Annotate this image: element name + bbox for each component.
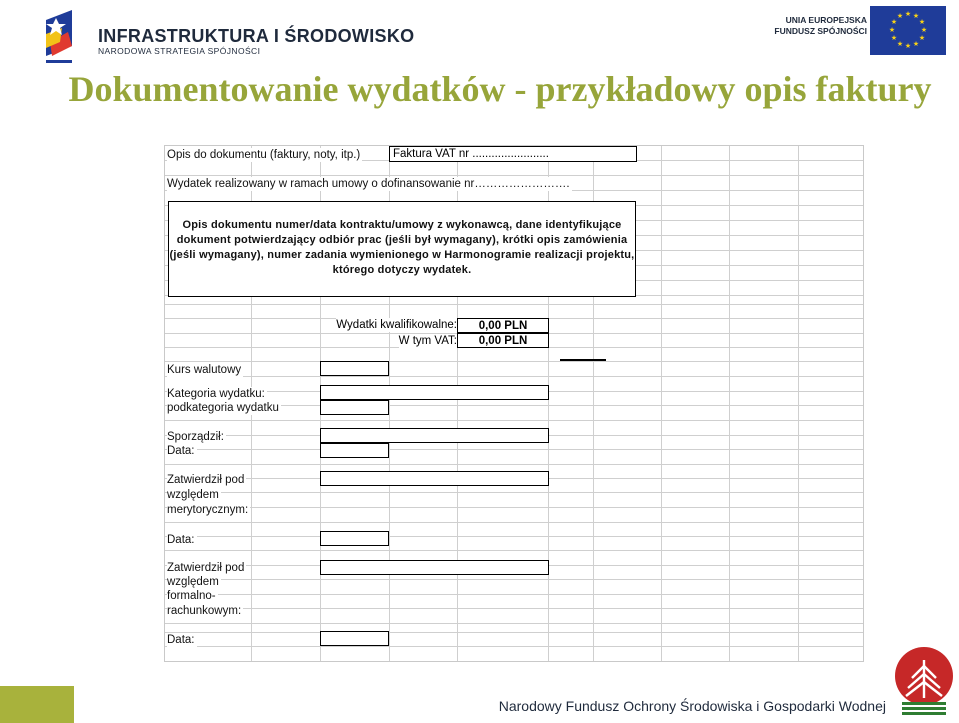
grid-line — [165, 579, 863, 580]
footer-fund-name: Narodowy Fundusz Ochrony Środowiska i Gospodarki Wodnej — [498, 698, 886, 714]
contract-label: Wydatek realizowany w ramach umowy o dofinansowanie nr……………………. — [167, 178, 570, 190]
eligible-expenses-label: Wydatki kwalifikowalne: — [336, 319, 457, 331]
grid-line — [165, 536, 863, 537]
grid-line — [165, 464, 863, 465]
eu-label-line1: UNIA EUROPEJSKA — [785, 15, 867, 25]
grid-line — [798, 146, 799, 661]
prepared-by-label: Sporządził: — [167, 431, 224, 443]
exchange-rate-label: Kurs walutowy — [167, 364, 242, 376]
grid-line — [165, 361, 863, 362]
expense-subcategory-label: podkategoria wydatku — [167, 402, 279, 414]
expense-category-label: Kategoria wydatku: — [167, 388, 265, 400]
prepared-by-field[interactable] — [320, 428, 549, 443]
invoice-number-field[interactable]: Faktura VAT nr ........................ — [389, 146, 637, 162]
svg-text:★: ★ — [904, 42, 912, 50]
grid-line — [165, 608, 863, 609]
svg-text:★: ★ — [912, 40, 920, 48]
document-label: Opis do dokumentu (faktury, noty, itp.) — [167, 149, 361, 161]
approved-formal-label-2: względem — [167, 576, 219, 588]
grid-line — [165, 175, 863, 176]
expense-subcategory-field[interactable] — [320, 400, 389, 415]
prepared-date-label: Data: — [167, 445, 195, 457]
approved-formal-label-4: rachunkowym: — [167, 605, 242, 617]
svg-text:★: ★ — [888, 26, 896, 34]
eu-cohesion-fund-label — [774, 15, 867, 37]
exchange-rate-field[interactable] — [320, 361, 389, 376]
eligible-expenses-value[interactable]: 0,00 PLN — [457, 318, 549, 333]
invoice-description-sheet — [164, 145, 864, 662]
grid-line — [165, 492, 863, 493]
grid-line — [165, 550, 863, 551]
grid-line — [165, 623, 863, 624]
grid-line — [165, 449, 863, 450]
svg-text:★: ★ — [904, 10, 912, 18]
grid-line — [165, 632, 863, 633]
svg-text:★: ★ — [890, 18, 898, 26]
svg-text:★: ★ — [890, 34, 898, 42]
expense-category-field[interactable] — [320, 385, 549, 400]
grid-line — [165, 507, 863, 508]
divider-mark — [560, 359, 606, 361]
approved-merit-field[interactable] — [320, 471, 549, 486]
approved-formal-label-1: Zatwierdził pod — [167, 562, 245, 574]
grid-line — [165, 646, 863, 647]
brand-title: INFRASTRUKTURA I ŚRODOWISKO — [98, 26, 415, 46]
brand-subtitle: NARODOWA STRATEGIA SPÓJNOŚCI — [98, 46, 261, 56]
svg-text:★: ★ — [920, 26, 928, 34]
grid-line — [165, 376, 863, 377]
nfosigw-logo-icon — [894, 646, 954, 716]
footer-accent-bar — [0, 686, 74, 723]
vat-label: W tym VAT: — [398, 335, 457, 347]
eu-flag-icon — [870, 6, 946, 55]
grid-line — [661, 146, 662, 661]
svg-text:★: ★ — [918, 18, 926, 26]
eu-label-line2: FUNDUSZ SPÓJNOŚCI — [774, 26, 867, 36]
merit-date-label: Data: — [167, 534, 195, 546]
approved-merit-label-2: względem — [167, 489, 219, 501]
prepared-date-field[interactable] — [320, 443, 389, 458]
svg-text:★: ★ — [912, 12, 920, 20]
approved-merit-label-3: merytorycznym: — [167, 504, 249, 516]
page-title: Dokumentowanie wydatków - przykładowy opis faktury — [68, 69, 932, 109]
grid-line — [165, 594, 863, 595]
infrastructure-program-logo-icon — [42, 6, 86, 68]
formal-date-field[interactable] — [320, 631, 389, 646]
grid-line — [165, 522, 863, 523]
grid-line — [165, 420, 863, 421]
svg-text:★: ★ — [896, 12, 904, 20]
svg-text:★: ★ — [896, 40, 904, 48]
document-description-box[interactable]: Opis dokumentu numer/data kontraktu/umowy z wykonawcą, dane identyfikujące dokument potwierdzający odbiór prac (jeśli był wymagany), krótki opis zamówienia (jeśli wymagany), numer zadania wymienionego w Harmonogramie realizacji projektu, którego dotyczy wydatek. — [168, 201, 636, 297]
approved-formal-field[interactable] — [320, 560, 549, 575]
formal-date-label: Data: — [167, 634, 195, 646]
merit-date-field[interactable] — [320, 531, 389, 546]
approved-formal-label-3: formalno- — [167, 590, 216, 602]
svg-text:★: ★ — [918, 34, 926, 42]
grid-line — [729, 146, 730, 661]
vat-value[interactable]: 0,00 PLN — [457, 333, 549, 348]
grid-line — [165, 304, 863, 305]
approved-merit-label-1: Zatwierdził pod — [167, 474, 245, 486]
